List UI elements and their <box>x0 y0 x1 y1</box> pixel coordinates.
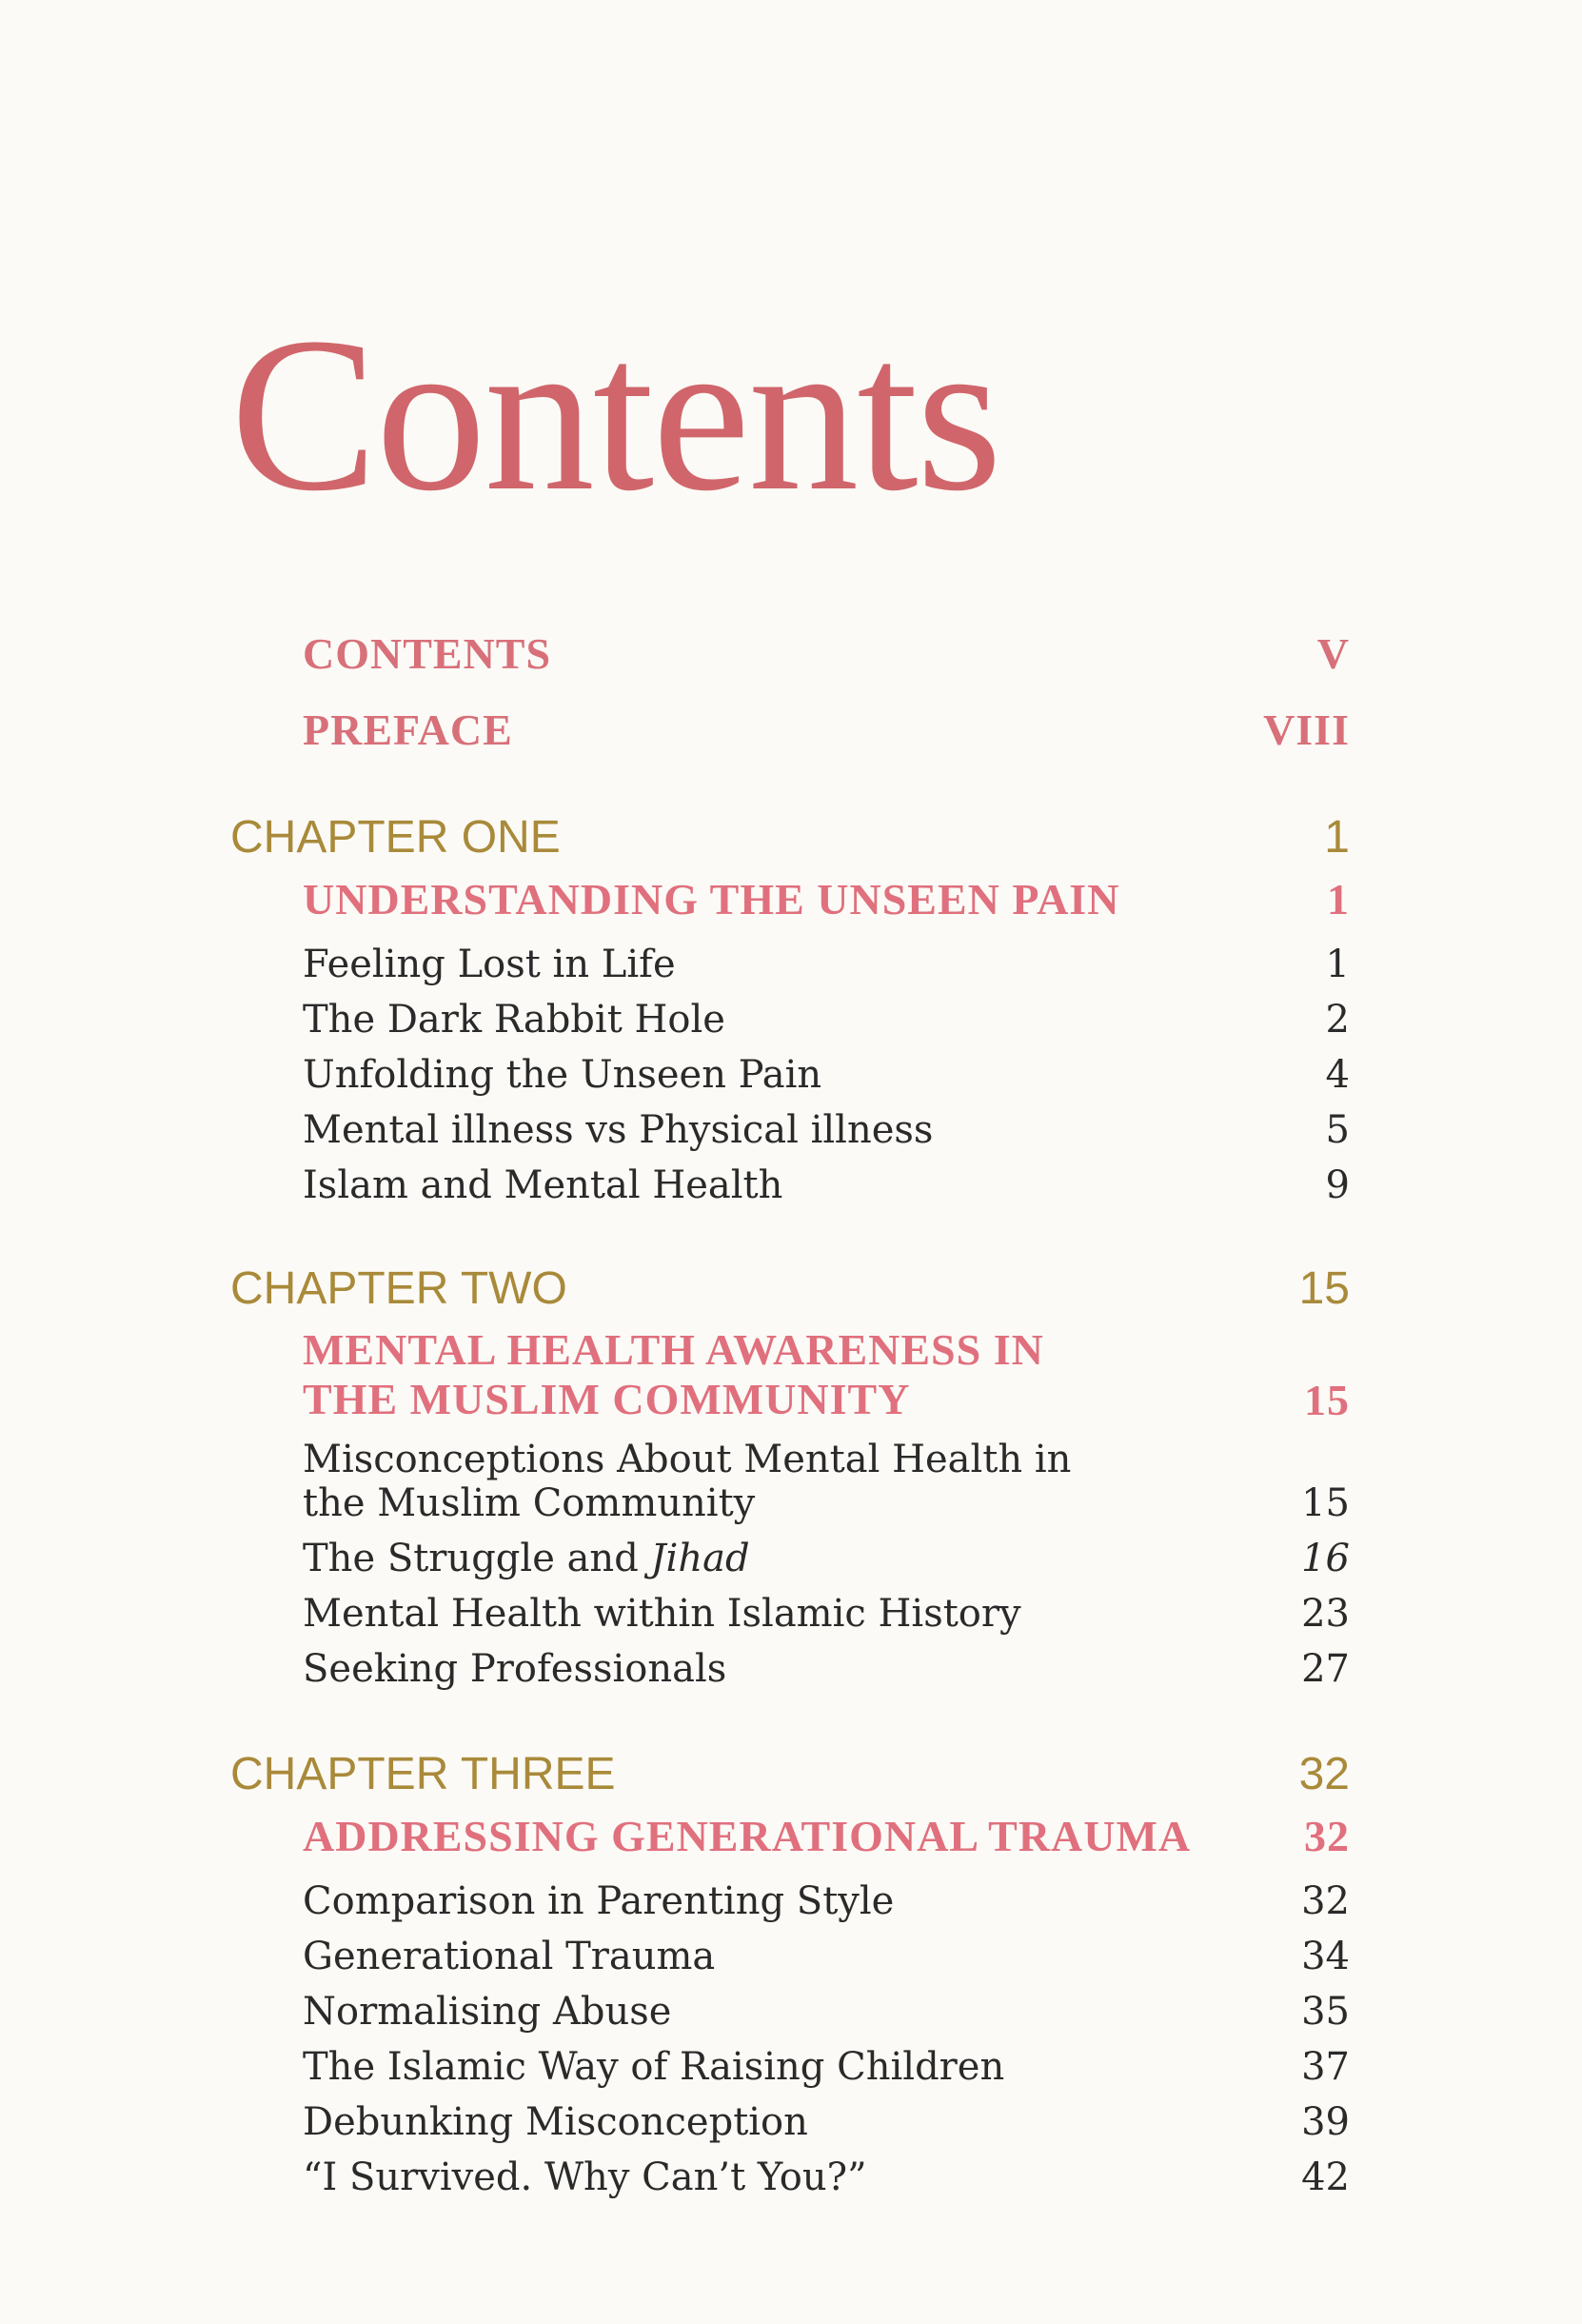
entry-page-number: 37 <box>1301 2045 1350 2089</box>
toc-entry[interactable] <box>0 998 1582 1055</box>
toc-entry[interactable] <box>0 1935 1582 1992</box>
entry-label: The Dark Rabbit Hole <box>303 998 725 1042</box>
toc-entry[interactable] <box>0 2155 1582 2213</box>
section-page-number: 1 <box>1327 875 1350 924</box>
entry-page-number: 39 <box>1301 2100 1350 2144</box>
section-label-line-1: MENTAL HEALTH AWARENESS IN <box>303 1325 1044 1374</box>
entry-page-number: 15 <box>1301 1481 1350 1525</box>
entry-page-number: 35 <box>1301 1990 1350 2034</box>
chapter-page-number: 15 <box>1298 1263 1350 1314</box>
toc-entry[interactable] <box>0 1647 1582 1704</box>
section-label <box>303 1325 1159 1424</box>
toc-entry[interactable] <box>0 1163 1582 1221</box>
toc-entry[interactable] <box>0 1537 1582 1594</box>
toc-section-generational-trauma[interactable] <box>0 1811 1582 1868</box>
entry-label <box>303 1537 750 1580</box>
entry-label-plain: The Struggle and <box>303 1537 651 1580</box>
toc-front-preface[interactable] <box>0 705 1582 762</box>
toc-label: PREFACE <box>303 705 513 754</box>
toc-chapter-two[interactable] <box>0 1262 1582 1320</box>
entry-page-number: 9 <box>1325 1163 1350 1207</box>
entry-label-line-1: Misconceptions About Mental Health in <box>303 1438 1072 1481</box>
entry-label: Mental illness vs Physical illness <box>303 1108 934 1152</box>
entry-page-number: 42 <box>1301 2155 1350 2199</box>
entry-label: Normalising Abuse <box>303 1990 672 2034</box>
entry-label-italic: Jihad <box>650 1537 750 1580</box>
chapter-label: CHAPTER TWO <box>230 1263 567 1314</box>
toc-entry[interactable] <box>0 943 1582 1000</box>
entry-label: Feeling Lost in Life <box>303 943 676 986</box>
entry-label: Generational Trauma <box>303 1935 716 1978</box>
entry-page-number: 2 <box>1325 998 1350 1042</box>
toc-entry[interactable] <box>0 1879 1582 1937</box>
toc-page-number: VIII <box>1263 705 1350 754</box>
toc-entry[interactable] <box>0 1108 1582 1165</box>
section-page-number: 32 <box>1304 1812 1350 1860</box>
toc-section-mental-health-awareness[interactable] <box>0 1325 1582 1430</box>
entry-page-number: 16 <box>1301 1537 1350 1580</box>
entry-page-number: 27 <box>1301 1647 1350 1691</box>
entry-label: Mental Health within Islamic History <box>303 1592 1021 1636</box>
section-page-number: 15 <box>1304 1376 1350 1424</box>
entry-page-number: 4 <box>1325 1053 1350 1097</box>
entry-page-number: 5 <box>1325 1108 1350 1152</box>
toc-entry[interactable] <box>0 2045 1582 2102</box>
toc-entry[interactable] <box>0 2100 1582 2157</box>
entry-label-line-2: the Muslim Community <box>303 1481 756 1525</box>
section-label: UNDERSTANDING THE UNSEEN PAIN <box>303 875 1120 924</box>
toc-chapter-one[interactable] <box>0 811 1582 868</box>
toc-entry[interactable] <box>0 1592 1582 1649</box>
section-label-line-2: THE MUSLIM COMMUNITY <box>303 1375 911 1423</box>
chapter-page-number: 1 <box>1324 812 1350 863</box>
toc-page-number: V <box>1316 629 1350 678</box>
entry-label: “I Survived. Why Can’t You?” <box>303 2155 867 2199</box>
toc-entry[interactable] <box>0 1438 1582 1533</box>
entry-label: The Islamic Way of Raising Children <box>303 2045 1005 2089</box>
toc-entry[interactable] <box>0 1990 1582 2047</box>
entry-page-number: 23 <box>1301 1592 1350 1636</box>
chapter-label: CHAPTER THREE <box>230 1749 616 1799</box>
toc-label: CONTENTS <box>303 629 552 678</box>
entry-label: Debunking Misconception <box>303 2100 808 2144</box>
chapter-label: CHAPTER ONE <box>230 812 561 863</box>
section-label: ADDRESSING GENERATIONAL TRAUMA <box>303 1812 1192 1860</box>
entry-label: Unfolding the Unseen Pain <box>303 1053 822 1097</box>
toc-chapter-three[interactable] <box>0 1748 1582 1805</box>
entry-page-number: 32 <box>1301 1879 1350 1923</box>
toc-front-contents[interactable] <box>0 628 1582 685</box>
entry-label: Seeking Professionals <box>303 1647 727 1691</box>
entry-page-number: 34 <box>1301 1935 1350 1978</box>
chapter-page-number: 32 <box>1298 1749 1350 1799</box>
toc-entry[interactable] <box>0 1053 1582 1110</box>
page-title: Contents <box>230 292 1000 537</box>
entry-label: Comparison in Parenting Style <box>303 1879 895 1923</box>
entry-page-number: 1 <box>1325 943 1350 986</box>
entry-label <box>303 1438 1159 1525</box>
toc-section-understanding[interactable] <box>0 874 1582 931</box>
entry-label: Islam and Mental Health <box>303 1163 783 1207</box>
